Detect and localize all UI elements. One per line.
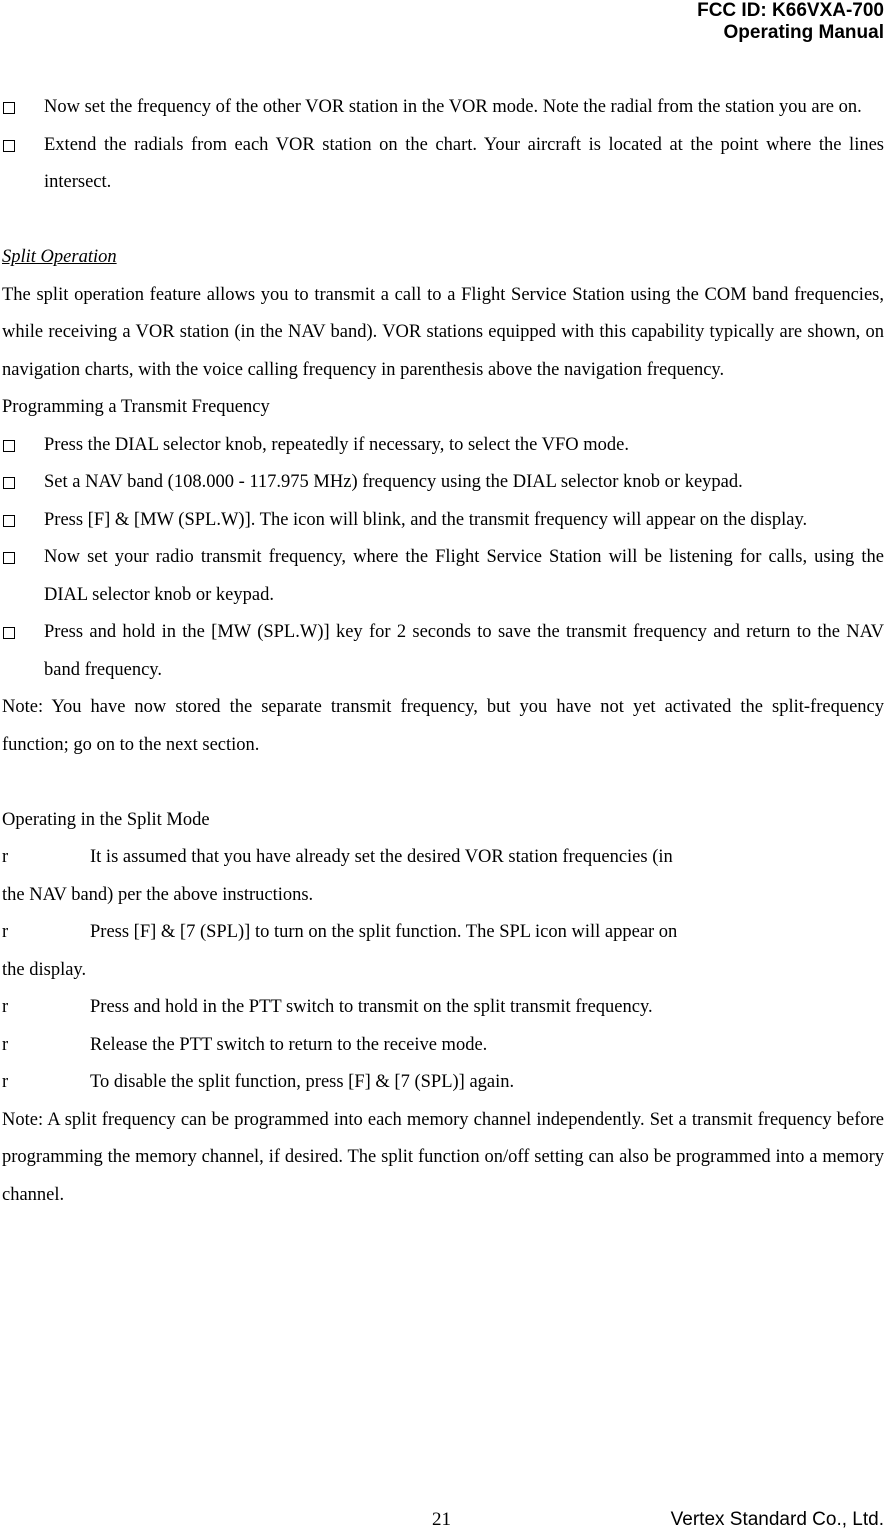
- checkbox-bullet-icon: [3, 552, 15, 564]
- step-marker: r: [2, 922, 9, 942]
- step-marker: r: [2, 1072, 9, 1092]
- step-marker: r: [2, 847, 9, 867]
- note-text: Note: You have now stored the separate transmit frequency, but you have not yet activated the split-frequency function; go on to the next section.: [2, 697, 884, 755]
- step-item: [2, 989, 884, 1027]
- company-name: Vertex Standard Co., Ltd.: [670, 1509, 884, 1530]
- step-item: [2, 1064, 884, 1102]
- bullet-text: Now set your radio transmit frequency, where the Flight Service Station will be listening for calls, using the DIAL selector knob or keypad.: [44, 547, 884, 605]
- subheading: Programming a Transmit Frequency: [2, 397, 270, 417]
- bullet-text: Now set the frequency of the other VOR station in the VOR mode. Note the radial from the station you are on.: [44, 97, 862, 117]
- section-heading: Operating in the Split Mode: [2, 809, 210, 830]
- step-text: Press and hold in the PTT switch to transmit on the split transmit frequency.: [90, 997, 653, 1017]
- bullet-item: [2, 464, 884, 502]
- page-content: [2, 89, 884, 1214]
- checkbox-bullet-icon: [3, 440, 15, 452]
- step-text: Release the PTT switch to return to the receive mode.: [90, 1034, 488, 1055]
- step-item: [2, 914, 884, 952]
- page-number: 21: [432, 1509, 451, 1530]
- step-continuation: the NAV band) per the above instructions.: [2, 884, 314, 905]
- section-paragraph: The split operation feature allows you to transmit a call to a Flight Service Station using the COM band frequencies, while receiving a VOR station (in the NAV band). VOR stations equipped with this capability typically are shown, on navigation charts, with the voice calling frequency in parenthesis above the navigation frequency.: [2, 284, 884, 380]
- step-marker: r: [2, 997, 9, 1017]
- bullet-text: Press and hold in the [MW (SPL.W)] key for 2 seconds to save the transmit frequency and return to the NAV band frequency.: [44, 622, 884, 680]
- checkbox-bullet-icon: [3, 102, 15, 114]
- bullet-text: Set a NAV band (108.000 - 117.975 MHz) frequency using the DIAL selector knob or keypad.: [44, 472, 743, 492]
- bullet-item: [2, 502, 884, 540]
- bullet-item: [2, 427, 884, 465]
- section-heading: Split Operation: [2, 247, 117, 267]
- bullet-item: [2, 89, 884, 127]
- document-header: [697, 0, 884, 44]
- bullet-text: Extend the radials from each VOR station on the chart. Your aircraft is located at the point where the lines intersect.: [44, 134, 884, 192]
- fcc-id: FCC ID: K66VXA-700: [697, 0, 884, 21]
- bullet-item: [2, 614, 884, 689]
- checkbox-bullet-icon: [3, 140, 15, 152]
- step-text: To disable the split function, press [F] & [7 (SPL)] again.: [90, 1072, 515, 1092]
- checkbox-bullet-icon: [3, 477, 15, 489]
- step-continuation: the display.: [2, 959, 87, 980]
- bullet-text: Press the DIAL selector knob, repeatedly if necessary, to select the VFO mode.: [44, 434, 629, 455]
- checkbox-bullet-icon: [3, 627, 15, 639]
- checkbox-bullet-icon: [3, 515, 15, 527]
- note-text: Note: A split frequency can be programmed into each memory channel independently. Set a transmit frequency before programming the memory channel, if desired. The split function on/off setting can also be programmed into a memory channel.: [2, 1109, 884, 1205]
- step-text: It is assumed that you have already set the desired VOR station frequencies (in: [90, 847, 673, 867]
- step-marker: r: [2, 1034, 9, 1055]
- step-item: [2, 839, 884, 877]
- step-text: Press [F] & [7 (SPL)] to turn on the split function. The SPL icon will appear on: [90, 922, 678, 942]
- bullet-text: Press [F] & [MW (SPL.W)]. The icon will blink, and the transmit frequency will appear on the display.: [44, 509, 808, 530]
- bullet-item: [2, 539, 884, 614]
- manual-title: Operating Manual: [723, 22, 884, 43]
- bullet-item: [2, 127, 884, 202]
- step-item: [2, 1027, 884, 1065]
